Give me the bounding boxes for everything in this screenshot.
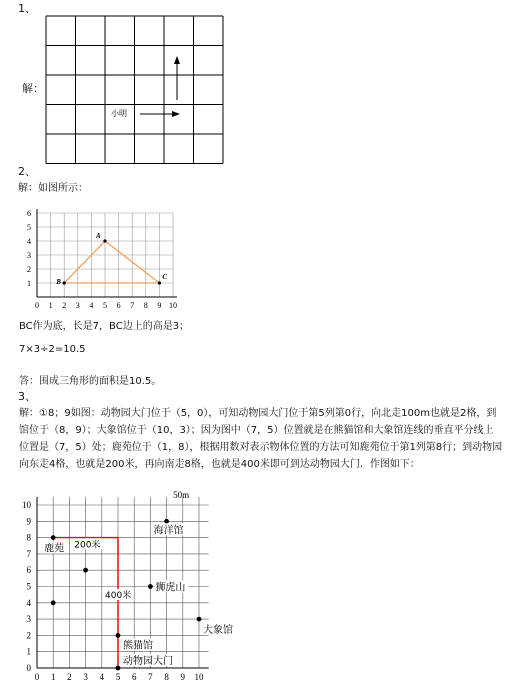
section2-chart <box>0 200 200 310</box>
chart3-y-tick-label: 3 <box>26 614 31 625</box>
section3-text-line3: 位置是（7，5）处；鹿苑位于（1，8），根据用数对表示物体位置的方法可知鹿苑位于第1列第8行；到动物园 <box>19 442 503 453</box>
chart3-x-tick-label: 1 <box>50 672 56 682</box>
chart3-x-tick-label: 0 <box>34 672 40 682</box>
chart3-point <box>51 535 56 540</box>
chart2-x-tick-label: 3 <box>75 301 80 310</box>
chart3-route-label-south: 400米 <box>105 590 132 601</box>
section1-label: 解： <box>22 82 44 95</box>
chart2-x-tick-label: 8 <box>143 301 148 310</box>
chart3-y-tick-label: 4 <box>26 597 31 608</box>
chart2-point <box>103 239 106 242</box>
chart3-y-tick-label: 1 <box>26 646 31 657</box>
chart2-y-tick-label: 5 <box>27 223 31 232</box>
section3-text-line1: 解：①8；9如图：动物园大门位于（5，0），可知动物园大门位于第5列第0行，向北走100m也就是2格，到 <box>19 408 497 419</box>
chart3-x-tick-label: 10 <box>194 672 204 682</box>
chart3-y-tick-label: 8 <box>26 532 31 543</box>
chart3-x-tick-label: 5 <box>115 672 121 682</box>
chart3-x-tick-label: 7 <box>148 672 153 682</box>
chart2-point <box>63 281 66 284</box>
chart2-y-tick-label: 4 <box>27 237 31 246</box>
chart2-y-tick-label: 1 <box>27 279 31 288</box>
chart3-point-label: 动物园大门 <box>123 656 173 667</box>
chart3-point <box>116 633 121 638</box>
section2-line1: BC作为底，长是7，BC边上的高是3； <box>19 321 190 332</box>
chart2-y-tick-label: 2 <box>27 265 31 274</box>
section3-number: 3、 <box>18 390 36 403</box>
chart3-y-tick-label: 6 <box>26 565 31 576</box>
chart3-point <box>164 519 169 524</box>
section2-number: 2、 <box>18 165 36 178</box>
chart3-point <box>148 584 153 589</box>
section2-intro: 解：如图所示： <box>18 183 88 194</box>
right-arrow-icon <box>140 111 180 117</box>
chart2-x-tick-label: 10 <box>169 301 177 310</box>
chart3-scale-label: 50m <box>173 490 190 501</box>
section3-chart <box>0 480 240 695</box>
chart3-x-tick-label: 6 <box>131 672 137 682</box>
chart3-point <box>197 617 202 622</box>
chart3-y-tick-label: 7 <box>26 548 31 559</box>
chart2-x-tick-label: 5 <box>103 301 107 310</box>
chart2-x-tick-label: 4 <box>89 301 94 310</box>
chart2-x-tick-label: 7 <box>130 301 135 310</box>
up-arrow-icon <box>174 56 180 100</box>
chart2-y-tick-label: 6 <box>27 209 31 218</box>
chart2-y-tick-label: 3 <box>27 251 31 260</box>
chart2-point-label: A <box>96 232 101 240</box>
chart2-x-tick-label: 0 <box>35 301 39 310</box>
chart3-point-label: 鹿苑 <box>44 543 65 555</box>
chart3-y-tick-label: 0 <box>26 663 31 673</box>
section2-answer: 答：围成三角形的面积是10.5。 <box>19 376 162 387</box>
chart2-x-tick-label: 2 <box>62 301 67 310</box>
chart3-x-tick-label: 2 <box>67 672 72 682</box>
section3-text-line2: 馆位于（8，9）；大象馆位于（10，3）；因为图中（7，5）位置就是在熊猫馆和大象馆连线的垂直平分线上 <box>19 425 494 436</box>
chart3-point-label: 狮虎山 <box>155 582 186 594</box>
chart3-route-label-east: 200米 <box>74 540 101 551</box>
chart3-point-label: 海洋馆 <box>153 525 184 537</box>
chart3-x-tick-label: 4 <box>99 672 105 682</box>
chart3-y-tick-label: 2 <box>26 630 31 641</box>
chart3-point-label: 熊猫馆 <box>123 640 153 652</box>
chart3-x-tick-label: 9 <box>180 672 186 682</box>
section2-line2: 7×3÷2=10.5 <box>19 344 86 355</box>
chart2-point <box>158 281 161 284</box>
chart3-point <box>116 666 121 671</box>
chart3-x-tick-label: 8 <box>164 672 169 682</box>
chart3-y-tick-label: 10 <box>22 500 31 510</box>
chart3-y-tick-label: 9 <box>26 516 31 527</box>
chart2-x-tick-label: 9 <box>157 301 162 310</box>
chart2-x-tick-label: 1 <box>48 301 53 310</box>
chart2-point-label: B <box>56 278 61 286</box>
chart3-point <box>51 600 56 605</box>
chart2-x-tick-label: 6 <box>116 301 121 310</box>
section3-text-line4: 向东走4格，也就是200米，再向南走8格，也就是400米即可到达动物园大门．作图如下： <box>19 459 420 470</box>
chart2-point-label: C <box>162 273 168 281</box>
grid1-lines <box>46 16 223 164</box>
chart3-point-label: 大象馆 <box>203 625 233 637</box>
chart2-triangle <box>64 241 159 283</box>
chart3-y-tick-label: 5 <box>26 581 31 592</box>
section1-number: 1、 <box>18 2 36 15</box>
chart3-point <box>83 568 88 573</box>
chart3-x-tick-label: 3 <box>83 672 88 682</box>
section1-grid <box>0 0 528 170</box>
person-label: 小明 <box>111 109 127 118</box>
